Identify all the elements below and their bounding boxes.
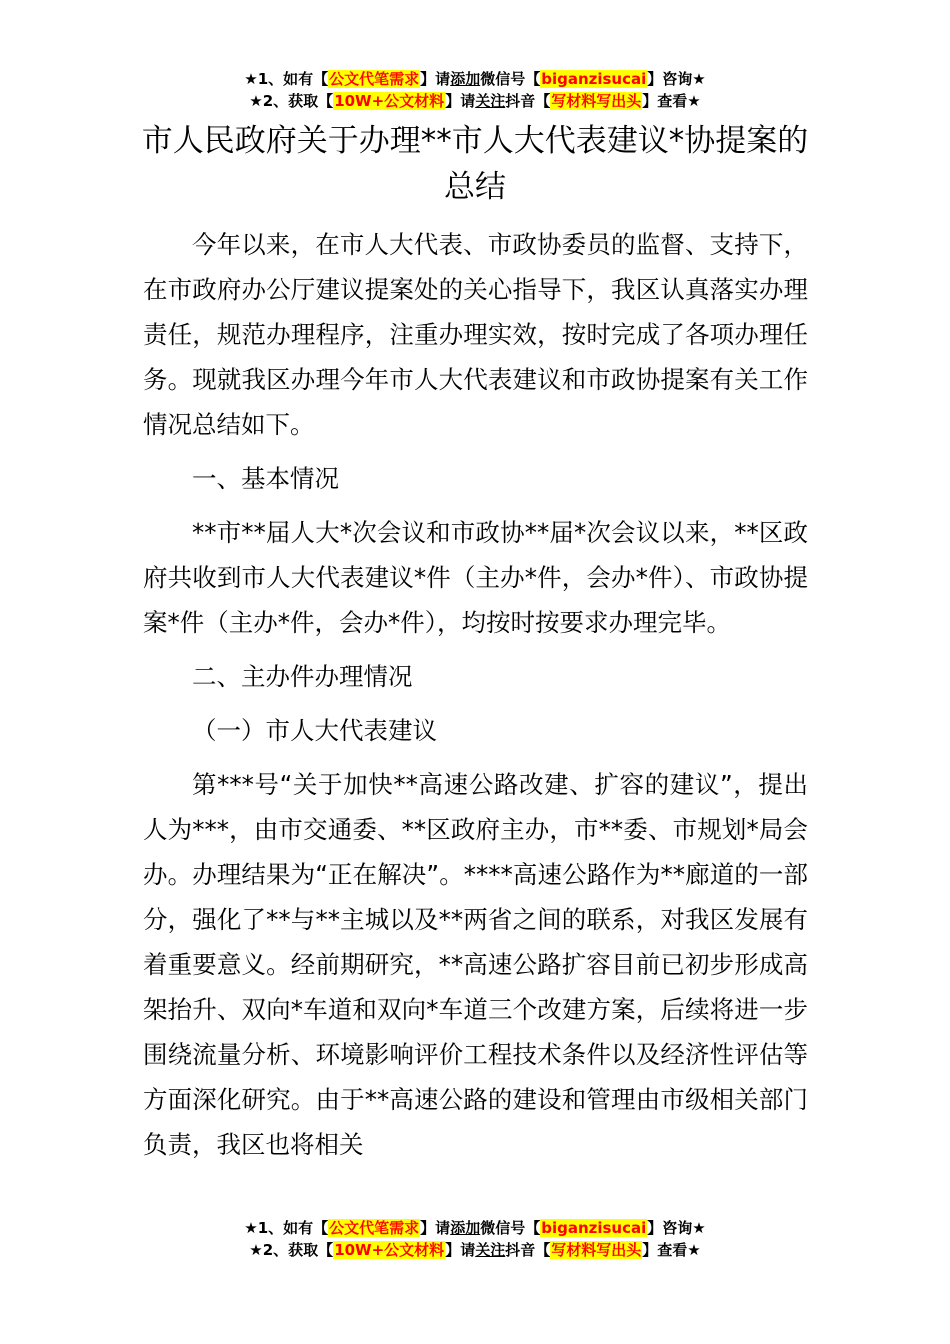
promo-highlight: 写材料写出头: [551, 1241, 642, 1259]
promo-text: ★1、如有【: [244, 70, 329, 88]
paragraph: 今年以来，在市人大代表、市政协委员的监督、支持下，在市政府办公厅建议提案处的关心指导下，我区认真落实办理责任，规范办理程序，注重办理实效，按时完成了各项办理任务。现就我区办理今年市人大代表建议和市政协提案有关工作情况总结如下。: [143, 230, 808, 439]
promo-text: 】查看★: [642, 1241, 701, 1259]
promo-underlined: 关注: [475, 92, 506, 110]
promo-highlight: biganzisucai: [541, 1219, 647, 1237]
promo-line-1: [0, 1217, 950, 1239]
document-title: 市人民政府关于办理**市人大代表建议*协提案的总结: [141, 123, 809, 205]
promo-underlined: 添加: [450, 1219, 481, 1237]
paragraph: **市**届人大*次会议和市政协**届*次会议以来，**区政府共收到市人大代表建议*件（主办*件，会办*件）、市政协提案*件（主办*件，会办*件），均按时按要求办理完毕。: [143, 518, 808, 637]
promo-line-1: [0, 68, 950, 90]
promo-text: 抖音【: [505, 1241, 551, 1259]
promo-highlight: 10W+公文材料: [334, 1241, 445, 1259]
promo-highlight: 公文代笔需求: [329, 70, 420, 88]
promo-text: 】请: [420, 1219, 451, 1237]
promo-text: 】查看★: [642, 92, 701, 110]
promo-highlight: 10W+公文材料: [334, 92, 445, 110]
promo-underlined: 关注: [475, 1241, 506, 1259]
promo-highlight: biganzisucai: [541, 70, 647, 88]
promo-text: 抖音【: [505, 92, 551, 110]
subsection-heading: （一）市人大代表建议: [192, 716, 437, 745]
paragraph: 第***号“关于加快**高速公路改建、扩容的建议”，提出人为***，由市交通委、**区政府主办，市**委、市规划*局会办。办理结果为“正在解决”。****高速公路作为**廊道的一部分，强化了**与**主城以及**两省之间的联系，对我区发展有着重要意义。经前期研究，**高速公路扩容目前已初步形成高架抬升、双向*车道和双向*车道三个改建方案，后续将进一步围绕流量分析、环境影响评价工程技术条件以及经济性评估等方面深化研究。由于**高速公路的建设和管理由市级相关部门负责，我区也将相关: [143, 770, 808, 1159]
promo-text: 】请: [445, 92, 476, 110]
promo-text: ★1、如有【: [244, 1219, 329, 1237]
promo-banner-bottom: [0, 1217, 950, 1261]
promo-text: ★2、获取【: [249, 1241, 334, 1259]
section-heading: 二、主办件办理情况: [192, 662, 413, 691]
promo-line-2: [0, 1239, 950, 1261]
promo-line-2: [0, 90, 950, 112]
promo-text: 】咨询★: [647, 1219, 706, 1237]
promo-text: 】请: [445, 1241, 476, 1259]
promo-text: ★2、获取【: [249, 92, 334, 110]
promo-text: 微信号【: [480, 1219, 541, 1237]
promo-underlined: 添加: [450, 70, 481, 88]
promo-highlight: 公文代笔需求: [329, 1219, 420, 1237]
promo-text: 微信号【: [480, 70, 541, 88]
promo-banner-top: [0, 68, 950, 112]
promo-text: 】咨询★: [647, 70, 706, 88]
document-body: [143, 222, 808, 1167]
section-heading: 一、基本情况: [192, 464, 339, 493]
promo-highlight: 写材料写出头: [551, 92, 642, 110]
promo-text: 】请: [420, 70, 451, 88]
